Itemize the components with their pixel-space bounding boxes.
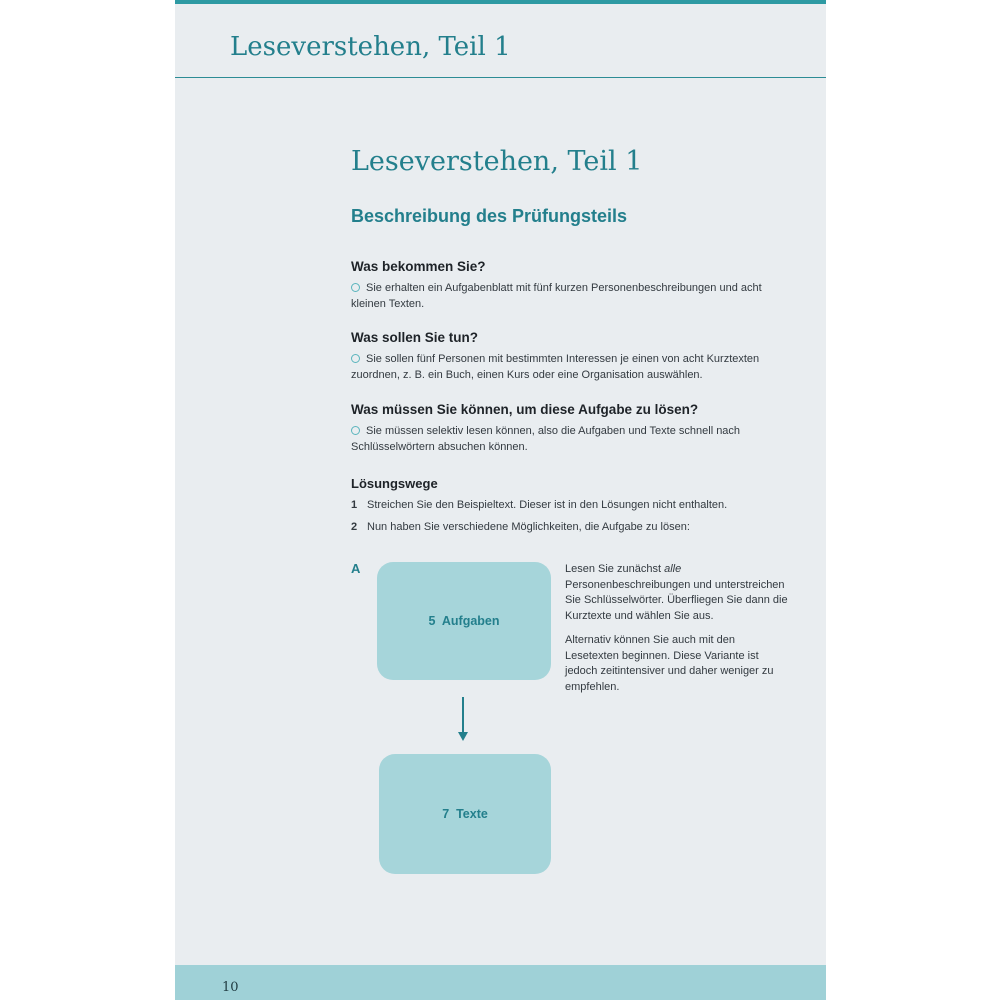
answer-3-text: Sie müssen selektiv lesen können, also die Aufgaben und Texte schnell nach Schlüsselwörtern absuchen können.: [351, 425, 741, 453]
section-heading: Beschreibung des Prüfungsteils: [351, 206, 628, 226]
question-1: Was bekommen Sie?: [351, 259, 486, 274]
top-color-band: [175, 0, 826, 4]
question-3: Was müssen Sie können, um diese Aufgabe zu lösen?: [351, 402, 699, 417]
answer-1: [351, 280, 796, 312]
texts-box: [379, 754, 551, 874]
step-text: Nun haben Sie verschiedene Möglichkeiten, die Aufgabe zu lösen:: [367, 521, 690, 533]
emphasis-word: alle: [664, 563, 682, 575]
spiral-bullet-icon: [351, 426, 360, 435]
spiral-bullet-icon: [351, 283, 360, 292]
answer-2-text: Sie sollen fünf Personen mit bestimmten Interessen je einen von acht Kurztexten zuordnen, z. B. ein Buch, einen Kurs oder eine Organisation auswählen.: [351, 353, 760, 381]
spiral-bullet-icon: [351, 354, 360, 363]
header-divider: [175, 77, 826, 78]
strategy-text-2: Alternativ können Sie auch mit den Lesetexten beginnen. Diese Variante ist jedoch zeitintensiver und daher weniger zu empfehlen.: [565, 634, 774, 693]
strategy-text-1: Lesen Sie zunächst alle Personenbeschreibungen und unterstreichen Sie Schlüsselwörter. Überfliegen Sie dann die Kurztexte und wählen Sie aus.: [565, 563, 788, 622]
down-arrow-shaft: [462, 697, 464, 733]
answer-3: [351, 423, 796, 455]
running-header-title: Leseverstehen, Teil 1: [230, 32, 511, 62]
qa-block-3: [351, 402, 796, 455]
step-1: [351, 499, 727, 511]
book-page: [175, 0, 826, 1000]
texts-box-label: 7 Texte: [442, 807, 488, 821]
option-label: A: [351, 561, 361, 576]
steps-heading: Lösungswege: [351, 476, 438, 491]
step-text: Streichen Sie den Beispieltext. Dieser ist in den Lösungen nicht enthalten.: [367, 499, 728, 511]
qa-block-1: [351, 259, 796, 312]
step-number: 2: [351, 521, 358, 533]
footer-band: [175, 965, 826, 1000]
page-title: Leseverstehen, Teil 1: [351, 146, 643, 177]
step-number: 1: [351, 499, 358, 511]
down-arrow-icon: [458, 732, 468, 741]
answer-1-text: Sie erhalten ein Aufgabenblatt mit fünf kurzen Personenbeschreibungen und acht kleinen Texten.: [351, 282, 762, 310]
step-2: [351, 521, 690, 533]
page-number: 10: [222, 980, 239, 995]
answer-2: [351, 351, 796, 383]
tasks-box: [377, 562, 551, 680]
tasks-box-label: 5 Aufgaben: [428, 614, 500, 628]
qa-block-2: [351, 330, 796, 383]
question-2: Was sollen Sie tun?: [351, 330, 479, 345]
